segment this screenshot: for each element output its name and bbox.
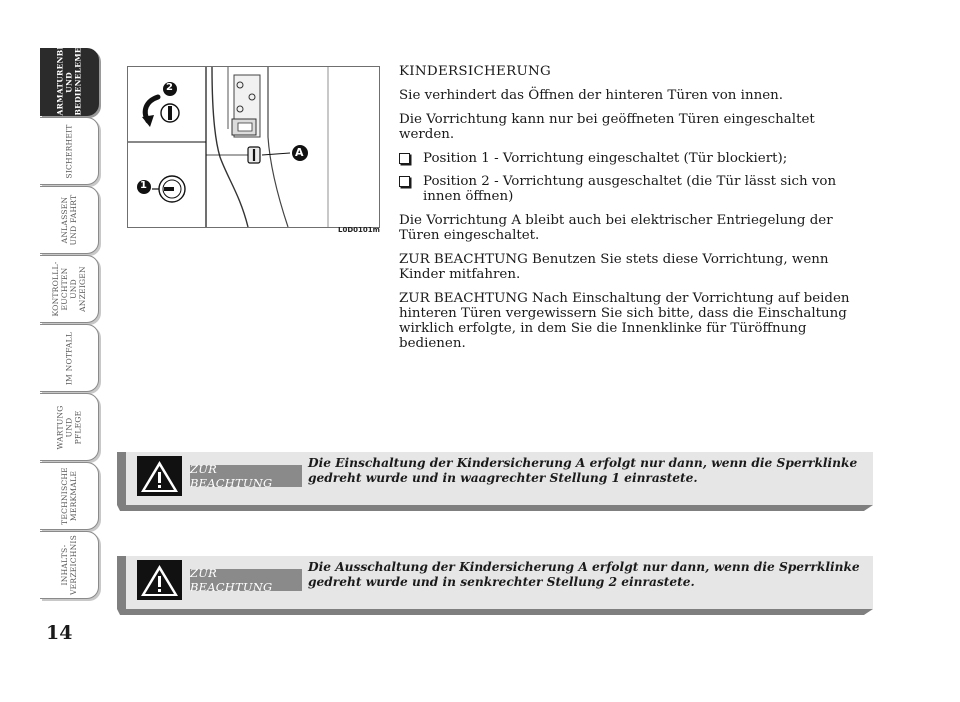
tab-label: INHALTS- VERZEICHNIS [60, 534, 79, 596]
warning-box [117, 452, 873, 505]
tab-armaturenbrett[interactable] [40, 25, 99, 116]
tab-label: KONTROLLL- EUCHTEN UND ANZEIGEN [51, 261, 87, 317]
warning-text: Die Einschaltung der Kindersicherung A erfolgt nur dann, wenn die Sperrklinke gedreht wurde und in waagrechter Stellung 1 einrastete. [308, 456, 858, 485]
list-item-text: Position 1 - Vorrichtung eingeschaltet (Tür blockiert); [423, 151, 788, 166]
tab-kontrollleuchten[interactable] [40, 255, 99, 323]
tab-label: ARMATURENBRETT UND BEDIENELEMENTE [55, 25, 83, 115]
position-list [399, 151, 869, 204]
callout-2-label: 2 [166, 82, 173, 93]
tab-label: IM NOTFALL [64, 331, 74, 385]
paragraph: Die Vorrichtung A bleibt auch bei elektrischer Entriegelung der Türen eingeschaltet. [399, 213, 833, 243]
page-number: 14 [46, 622, 73, 644]
list-item [399, 151, 869, 166]
checkbox-bullet-icon [399, 153, 410, 164]
warning-tag: ZUR BEACHTUNG [190, 569, 302, 591]
checkbox-bullet-icon [399, 176, 410, 187]
tab-label: WARTUNG UND PFLEGE [55, 404, 83, 450]
tab-anlassen-und-fahrt[interactable] [40, 186, 99, 254]
paragraph: Die Vorrichtung kann nur bei geöffneten Türen eingeschaltet werden. [399, 112, 815, 142]
child-lock-figure [127, 66, 380, 228]
warning-box [117, 556, 873, 609]
callout-1-label: 1 [140, 180, 147, 191]
tab-wartung-und-pflege[interactable] [40, 393, 99, 461]
tab-label: ANLASSEN UND FAHRT [60, 194, 78, 246]
tab-technische-merkmale[interactable] [40, 462, 99, 530]
list-item-text: Position 2 - Vorrichtung ausgeschaltet (die Tür lässt sich von innen öffnen) [423, 174, 837, 204]
list-item [399, 174, 869, 204]
warning-text: Die Ausschaltung der Kindersicherung A erfolgt nur dann, wenn die Sperrklinke gedreht wurde und in senkrechter Stellung 2 einrastete. [308, 560, 860, 589]
paragraph: ZUR BEACHTUNG Benutzen Sie stets diese Vorrichtung, wenn Kinder mitfahren. [399, 252, 829, 282]
tab-sicherheit[interactable] [40, 117, 99, 185]
tab-inhaltsverzeichnis[interactable] [40, 531, 99, 599]
warning-triangle-icon [137, 560, 182, 600]
paragraph: ZUR BEACHTUNG Nach Einschaltung der Vorrichtung auf beiden hinteren Türen vergewissern Sie sich bitte, dass die Einschaltung wirklich erfolgte, in dem Sie die Innenklinke für Türöffnung bedienen. [399, 291, 850, 351]
tab-label: SICHERHEIT [64, 123, 74, 179]
warning-triangle-icon [137, 456, 182, 496]
callout-a-label: A [295, 146, 304, 159]
warning-tag: ZUR BEACHTUNG [190, 465, 302, 487]
paragraph: Sie verhindert das Öffnen der hinteren Türen von innen. [399, 88, 784, 103]
tab-label: TECHNISCHE MERKMALE [60, 467, 78, 525]
section-heading: KINDERSICHERUNG [399, 64, 552, 79]
tab-im-notfall[interactable] [40, 324, 99, 392]
main-content [399, 64, 869, 360]
figure-code: L0D0101m [338, 226, 380, 234]
